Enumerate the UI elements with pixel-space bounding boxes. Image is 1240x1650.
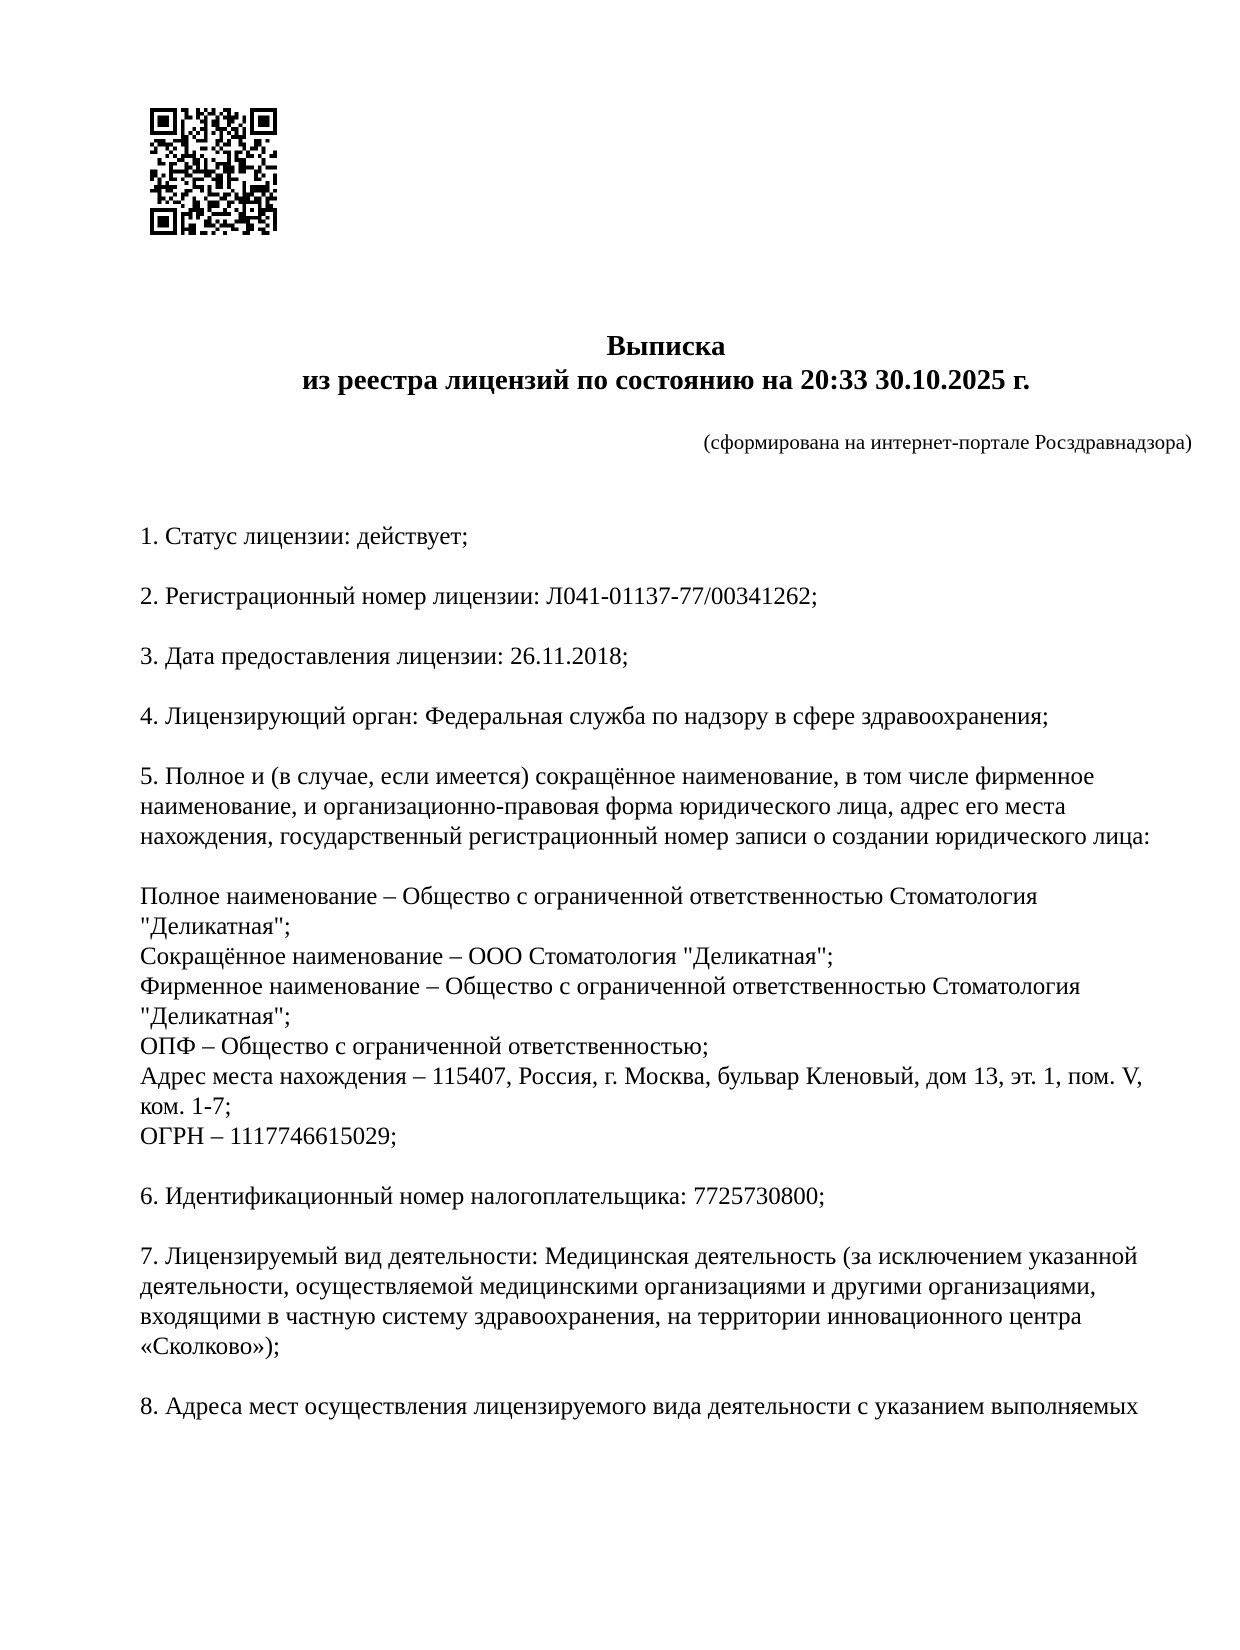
document-body (140, 522, 1192, 1452)
full-name-line-2: "Деликатная"; (140, 913, 291, 940)
legal-form-line: ОПФ – Общество с ограниченной ответственностью; (140, 1033, 709, 1060)
title-line-2: из реестра лицензий по состоянию на 20:33 30.10.2025 г. (301, 364, 1031, 396)
license-grant-date (140, 642, 1192, 672)
short-name-line: Сокращённое наименование – ООО Стоматология "Деликатная"; (140, 943, 834, 970)
text-line: 5. Полное и (в случае, если имеется) сокращённое наименование, в том числе фирменное (140, 763, 1095, 790)
brand-name-line-1: Фирменное наименование – Общество с ограниченной ответственностью Стоматология (140, 973, 1081, 1000)
brand-name-line-2: "Деликатная"; (140, 1003, 291, 1030)
taxpayer-id (140, 1182, 1192, 1212)
license-registration-number (140, 582, 1192, 612)
licensing-authority-line: 4. Лицензирующий орган: Федеральная служба по надзору в сфере здравоохранения; (140, 703, 1049, 730)
qr-code-image (150, 108, 277, 235)
text-line: наименование, и организационно-правовая форма юридического лица, адрес его места (140, 793, 1066, 820)
qr-code (150, 108, 277, 235)
license-status-line: 1. Статус лицензии: действует; (140, 523, 469, 550)
address-line-1: Адрес места нахождения – 115407, Россия, г. Москва, бульвар Кленовый, дом 13, эт. 1, пом. V, (140, 1063, 1143, 1090)
text-line: деятельности, осуществляемой медицинскими организациями и другими организациями, (140, 1273, 1097, 1300)
document-title (140, 329, 1192, 397)
activity-addresses-intro (140, 1392, 1192, 1422)
text-line: «Сколково»); (140, 1333, 280, 1360)
text-line: входящими в частную систему здравоохранения, на территории инновационного центра (140, 1303, 1082, 1330)
ogrn-line: ОГРН – 1117746615029; (140, 1123, 398, 1150)
title-line-1: Выписка (606, 330, 726, 362)
license-status (140, 522, 1192, 552)
document-subtitle: (сформирована на интернет-портале Росздравнадзора) (703, 430, 1192, 454)
license-registration-number-line: 2. Регистрационный номер лицензии: Л041-01137-77/00341262; (140, 583, 818, 610)
text-line: 8. Адреса мест осуществления лицензируемого вида деятельности с указанием выполняемых (140, 1393, 1139, 1420)
full-name-line-1: Полное наименование – Общество с ограниченной ответственностью Стоматология (140, 883, 1038, 910)
license-grant-date-line: 3. Дата предоставления лицензии: 26.11.2018; (140, 643, 629, 670)
taxpayer-id-line: 6. Идентификационный номер налогоплательщика: 7725730800; (140, 1183, 826, 1210)
text-line: нахождения, государственный регистрационный номер записи о создании юридического лица: (140, 823, 1151, 850)
organization-details (140, 882, 1192, 1152)
address-line-2: ком. 1-7; (140, 1093, 232, 1120)
licensed-activity (140, 1242, 1192, 1362)
organization-info-intro (140, 762, 1192, 852)
licensing-authority (140, 702, 1192, 732)
text-line: 7. Лицензируемый вид деятельности: Медицинская деятельность (за исключением указанной (140, 1243, 1138, 1270)
